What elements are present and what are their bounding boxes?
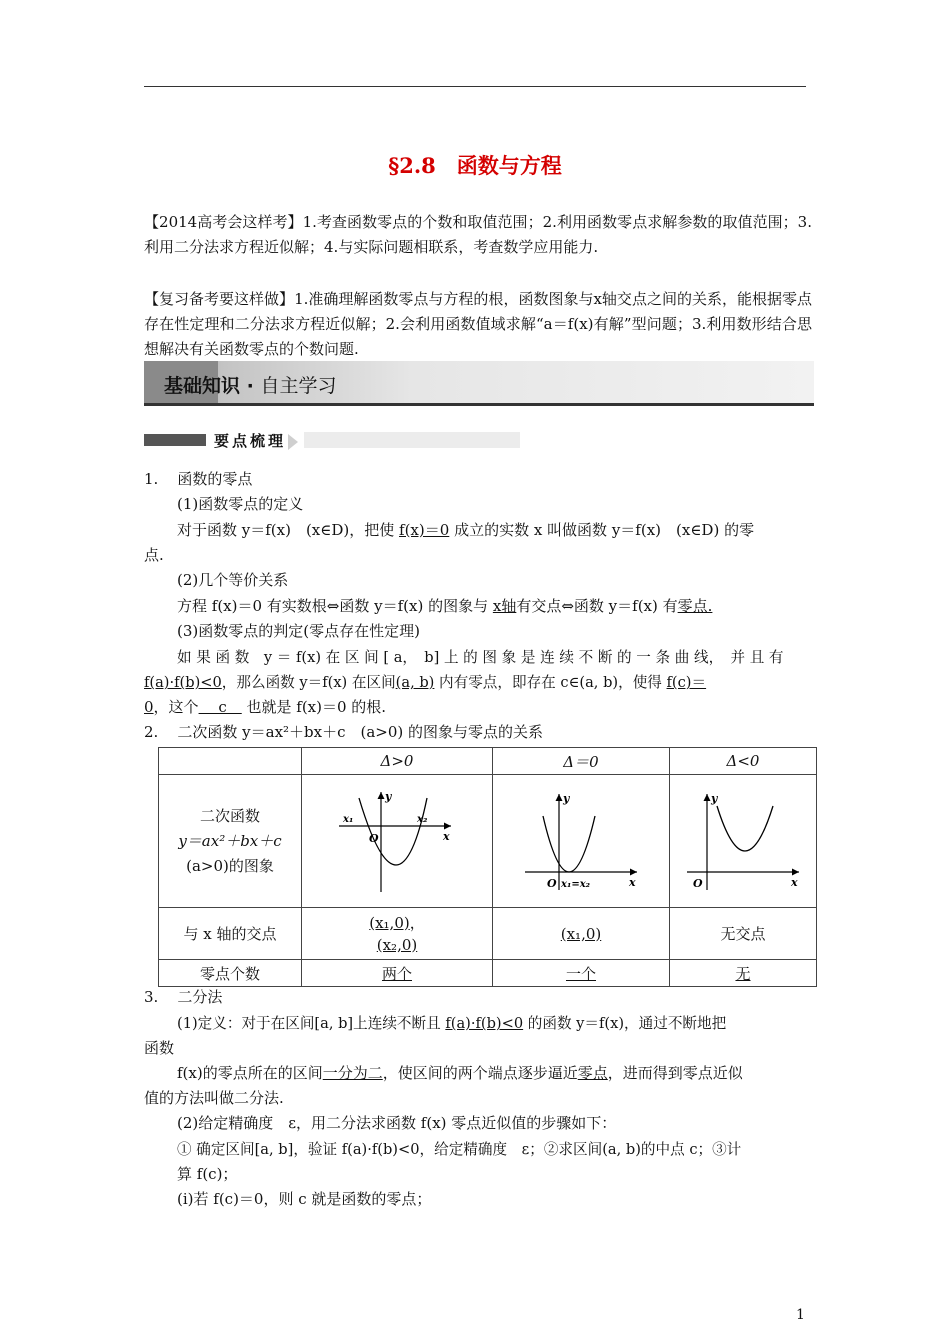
table-header-cell: Δ>0 [302, 748, 493, 775]
table-cell [302, 908, 493, 960]
s3-d1-underlined: f(a)·f(b)<0 [445, 1015, 524, 1032]
parabola-curve [543, 816, 595, 872]
section-banner-rule [144, 403, 814, 406]
intro-text-2: 1.准确理解函数零点与方程的根，函数图象与x轴交点之间的关系，能根据零点存在性定理和二分法求方程近似解；2.会利用函数值域求解“a＝f(x)有解”型问题；3.利用数形结合思想解决有关函数零点的个数问题. [144, 290, 812, 358]
s3-heading [144, 985, 222, 1010]
s3-num: 3. [144, 988, 159, 1006]
s3-steps-intro: (2)给定精确度 ε，用二分法求函数 f(x) 零点近似值的步骤如下： [177, 1114, 617, 1132]
graph-row-label-1: 二次函数 [199, 806, 260, 825]
table-row [159, 960, 817, 987]
intro-tag-2: 【复习备考要这样做】 [144, 290, 295, 308]
table-header-row [159, 748, 817, 775]
x-label: x [791, 876, 798, 889]
y-label: y [711, 792, 718, 805]
s3-d1-b: 的函数 y＝f(x)，通过不断地把 [523, 1015, 727, 1032]
zero-count-two: 两个 [381, 964, 412, 983]
s1-th-d: 也就是 f(x)＝0 的根. [241, 698, 387, 716]
s1-title: 函数的零点 [177, 470, 253, 488]
s1-def-b: 成立的实数 x 叫做函数 y＝f(x) (x∈D) 的零 [449, 521, 755, 539]
table-row-label: 零点个数 [159, 960, 302, 987]
table-cell [302, 960, 493, 987]
subsection-arrow-icon [288, 434, 298, 450]
s1-th-underlined-1: f(a)·f(b)<0 [144, 674, 222, 691]
table-header-cell [159, 748, 302, 775]
s1-theorem-line1: 如 果 函 数 y ＝ f(x) 在 区 间 [ a， b] 上 的 图 象 是 连 续 不 断 的 一 条 曲 线， 并 且 有 [177, 649, 784, 666]
section-banner-sub: 自主学习 [260, 375, 337, 397]
s1-th-underlined-2: (a, b) [395, 674, 435, 691]
s1-eq-a: 方程 f(x)＝0 有实数根⇔函数 y＝f(x) 的图象与 [177, 597, 493, 615]
intersection-separator: ， [409, 913, 425, 932]
table-header-cell: Δ＝0 [493, 748, 670, 775]
s1-eq-underlined-1: x轴 [492, 597, 517, 615]
s1-sub1: (1)函数零点的定义 [177, 495, 304, 513]
graph-cell-negative [670, 775, 817, 908]
s3-steps-line3: (ⅰ)若 f(c)＝0，则 c 就是函数的零点； [177, 1190, 432, 1208]
s1-num: 1. [144, 470, 159, 488]
table-cell [493, 960, 670, 987]
subsection-bar-dark [144, 434, 206, 446]
s2-title: 二次函数 y＝ax²＋bx＋c (a>0) 的图象与零点的关系 [177, 723, 544, 741]
s1-equiv-line [177, 594, 712, 619]
section-banner-main: 基础知识 [164, 375, 241, 397]
s1-sub3: (3)函数零点的判定(零点存在性定理) [177, 622, 420, 640]
s3-def-line2: 函数 [144, 1039, 175, 1057]
quadratic-zero-table [158, 747, 817, 987]
section-banner-title [164, 371, 337, 398]
s1-def-line [177, 518, 754, 543]
graph-cell-positive [302, 775, 493, 908]
section-banner-dot: · [246, 375, 254, 397]
s3-def-line4: 值的方法叫做二分法. [144, 1089, 284, 1107]
x-label: x [629, 876, 636, 889]
x2-label: x₂ [417, 814, 428, 825]
subsection-title [214, 430, 304, 451]
intersection-single: (x₁,0) [560, 924, 602, 943]
s3-d2-a: f(x)的零点所在的区间 [177, 1064, 323, 1082]
parabola-no-root-graph [683, 786, 803, 896]
table-row [159, 775, 817, 908]
s3-d2-underlined-1: 一分为二 [322, 1064, 383, 1082]
origin-label: O [547, 877, 557, 890]
s1-th-underlined-3: f(c)＝ [666, 674, 707, 691]
page-number: 1 [796, 1307, 805, 1323]
s1-th-underlined-4: 0 [144, 698, 154, 716]
intro-paragraph-1 [144, 210, 812, 260]
top-rule [144, 86, 806, 87]
parabola-two-roots-graph [337, 786, 457, 896]
table-row [159, 908, 817, 960]
s3-d2-c: ，进而得到零点近似 [607, 1064, 743, 1082]
s1-eq-b: 有交点⇔函数 y＝f(x) 有 [516, 597, 678, 615]
s1-def-underlined: f(x)＝0 [399, 521, 450, 539]
s1-eq-underlined-2: 零点. [677, 597, 713, 615]
graph-row-label-2: y＝ax²＋bx＋c [178, 831, 282, 850]
intersection-x2: (x₂,0) [376, 935, 418, 954]
s1-th-a: ，那么函数 y＝f(x) 在区间 [221, 674, 396, 691]
s1-def-c: 点. [144, 546, 164, 564]
s2-num: 2. [144, 723, 159, 741]
zero-count-none: 无 [735, 964, 751, 983]
s3-title: 二分法 [177, 988, 223, 1006]
s3-d2-underlined-2: 零点 [577, 1064, 608, 1082]
table-cell [493, 908, 670, 960]
x-label: x [443, 830, 450, 843]
table-header-cell: Δ<0 [670, 748, 817, 775]
s3-steps-line2: 算 f(c)； [177, 1165, 238, 1183]
x1-label: x₁ [343, 814, 354, 825]
origin-label: O [369, 832, 379, 845]
intro-paragraph-2 [144, 287, 812, 362]
s1-th-b: 内有零点，即存在 c∈(a, b)，使得 [434, 674, 667, 691]
s3-d1-a: (1)定义：对于在区间[a, b]上连续不断且 [177, 1015, 446, 1032]
s1-theorem-line2 [144, 670, 706, 695]
zero-count-one: 一个 [565, 964, 596, 983]
s1-th-underlined-5: c [198, 698, 242, 716]
intersection-x1: (x₁,0) [369, 913, 410, 932]
parabola-one-root-graph [521, 786, 641, 896]
subsection-title-text: 要点梳理 [214, 432, 287, 450]
s1-heading [144, 467, 252, 492]
y-label: y [563, 792, 570, 805]
intro-text-1: 1.考查函数零点的个数和取值范围；2.利用函数零点求解参数的取值范围；3.利用二分法求方程近似解；4.与实际问题相联系，考查数学应用能力. [144, 213, 812, 256]
s3-def-line3 [177, 1061, 743, 1086]
x1-equals-x2-label: x₁=x₂ [561, 879, 591, 890]
origin-label: O [693, 877, 703, 890]
table-cell [670, 960, 817, 987]
s2-heading [144, 720, 543, 745]
s1-def-a: 对于函数 y＝f(x) (x∈D)，把使 [177, 521, 400, 539]
parabola-curve [717, 806, 773, 851]
s3-steps-line1: ① 确定区间[a, b]，验证 f(a)·f(b)<0，给定精确度 ε；②求区间(a, b)的中点 c；③计 [177, 1141, 742, 1158]
graph-row-label-3: (a>0)的图象 [186, 856, 274, 875]
y-label: y [385, 790, 392, 803]
table-row-label: 与 x 轴的交点 [159, 908, 302, 960]
subsection-bar-light [300, 432, 520, 448]
intro-tag-1: 【2014高考会这样考】 [144, 213, 303, 231]
s3-def-line1 [177, 1011, 726, 1036]
s1-sub2: (2)几个等价关系 [177, 571, 289, 589]
s3-d2-b: ，使区间的两个端点逐步逼近 [382, 1064, 578, 1082]
table-row-label [159, 775, 302, 908]
s1-th-c: ，这个 [153, 698, 199, 716]
graph-cell-zero [493, 775, 670, 908]
page-title: §2.8 函数与方程 [388, 153, 562, 178]
s1-theorem-line3 [144, 695, 386, 720]
table-cell: 无交点 [670, 908, 817, 960]
